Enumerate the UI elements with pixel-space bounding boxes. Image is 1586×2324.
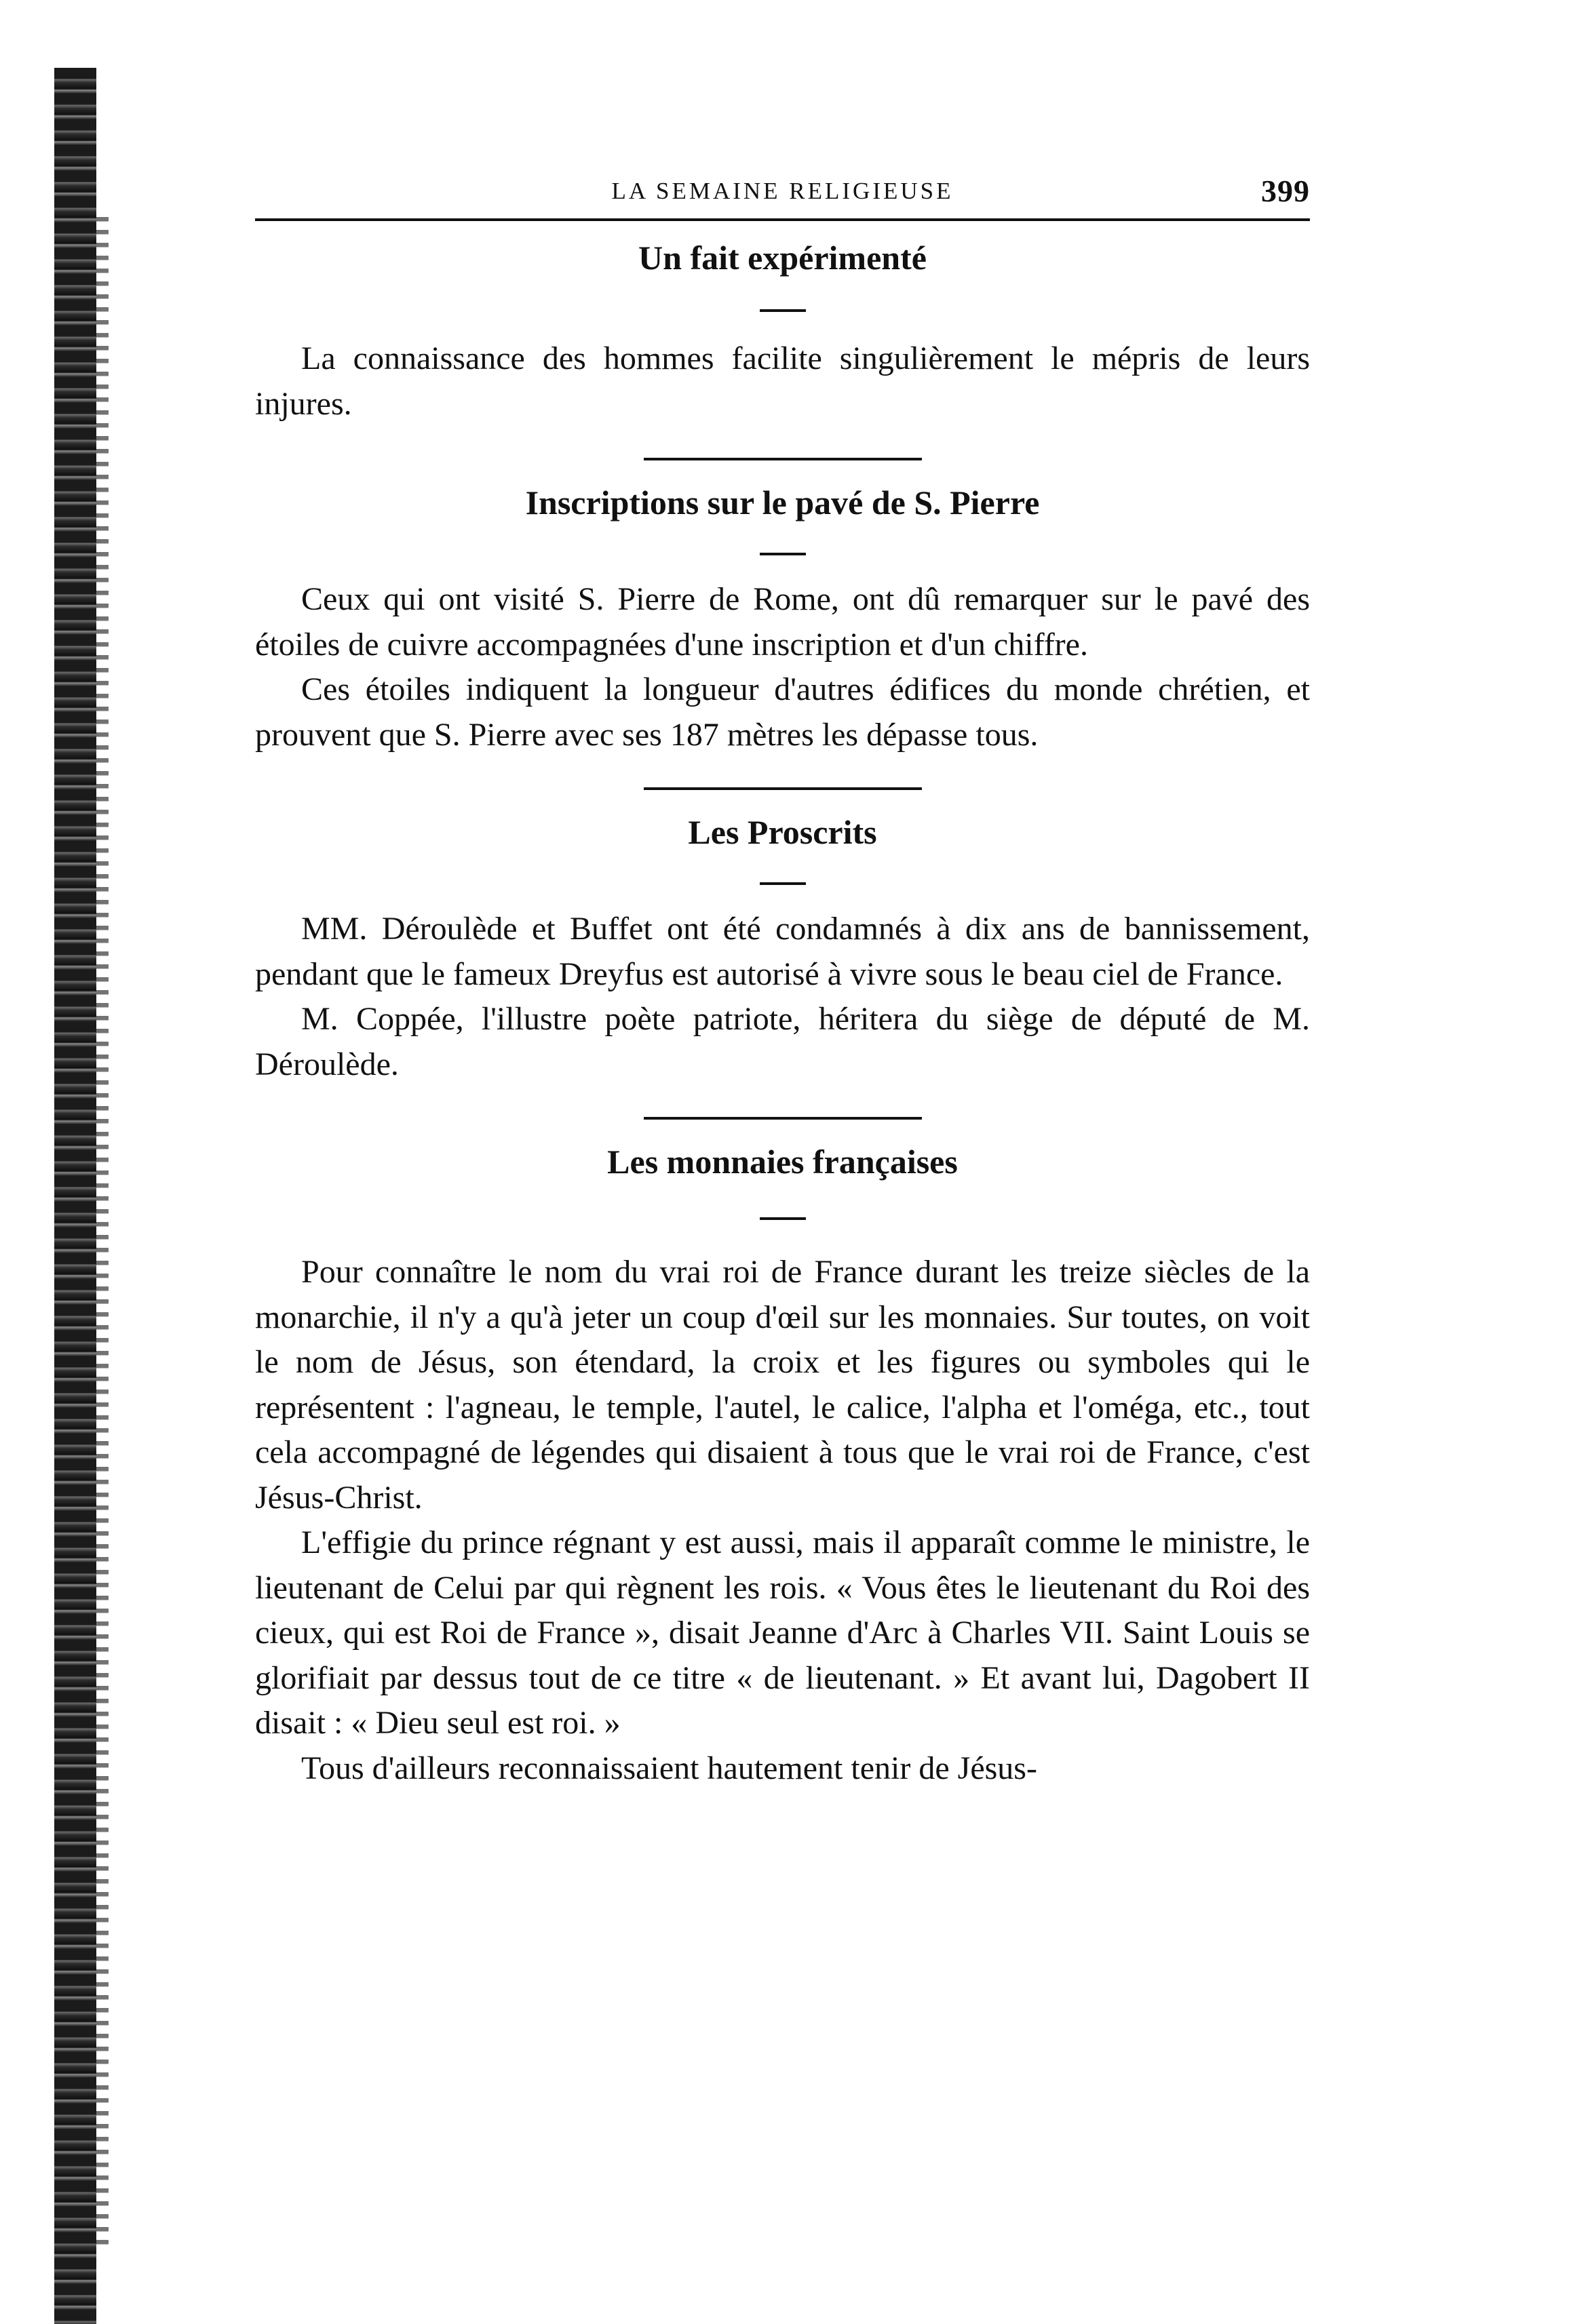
section-heading: Les monnaies françaises <box>607 1143 958 1181</box>
running-head <box>255 163 1310 220</box>
binding-shadow <box>96 217 109 2251</box>
paragraph: MM. Déroulède et Buffet ont été condamnés à dix ans de bannissement, pendant que le fameux Dreyfus est autorisé à vivre sous le beau ciel de France. <box>255 911 1310 992</box>
section-heading: Un fait expérimenté <box>638 239 927 277</box>
paragraph: La connaissance des hommes facilite singulièrement le mépris de leurs injures. <box>255 340 1310 422</box>
book-binding-edge <box>54 68 96 2324</box>
paragraph: M. Coppée, l'illustre poète patriote, héritera du siège de député de M. Déroulède. <box>255 1001 1310 1082</box>
page-number: 399 <box>1261 174 1310 208</box>
section-heading: Les Proscrits <box>688 813 877 851</box>
book-page <box>255 163 1310 1791</box>
paragraph: L'effigie du prince régnant y est aussi, mais il apparaît comme le ministre, le lieutenant de Celui par qui règnent les rois. « Vous êtes le lieutenant du Roi des cieux, qui est Roi de France », disait Jeanne d'Arc à Charles VII. Saint Louis se glorifiait par dessus tout de ce titre « de lieutenant. » Et avant lui, Dagobert II disait : « Dieu seul est roi. » <box>255 1524 1310 1741</box>
section-heading: Inscriptions sur le pavé de S. Pierre <box>525 484 1040 521</box>
paragraph: Ces étoiles indiquent la longueur d'autres édifices du monde chrétien, et prouvent que S. Pierre avec ses 187 mètres les dépasse tous. <box>255 671 1310 753</box>
paragraph: Tous d'ailleurs reconnaissaient hautement tenir de Jésus- <box>301 1750 1037 1786</box>
paragraph: Ceux qui ont visité S. Pierre de Rome, ont dû remarquer sur le pavé des étoiles de cuivre accompagnées d'une inscription et d'un chiffre. <box>255 581 1310 663</box>
paragraph: Pour connaître le nom du vrai roi de France durant les treize siècles de la monarchie, il n'y a qu'à jeter un coup d'œil sur les monnaies. Sur toutes, on voit le nom de Jésus, son étendard, la croix et les figures ou symboles qui le représentent : l'agneau, le temple, l'autel, le calice, l'alpha et l'oméga, etc., tout cela accompagné de légendes qui disaient à tous que le vrai roi de France, c'est Jésus-Christ. <box>255 1254 1310 1516</box>
running-head-title: LA SEMAINE RELIGIEUSE <box>611 178 954 204</box>
